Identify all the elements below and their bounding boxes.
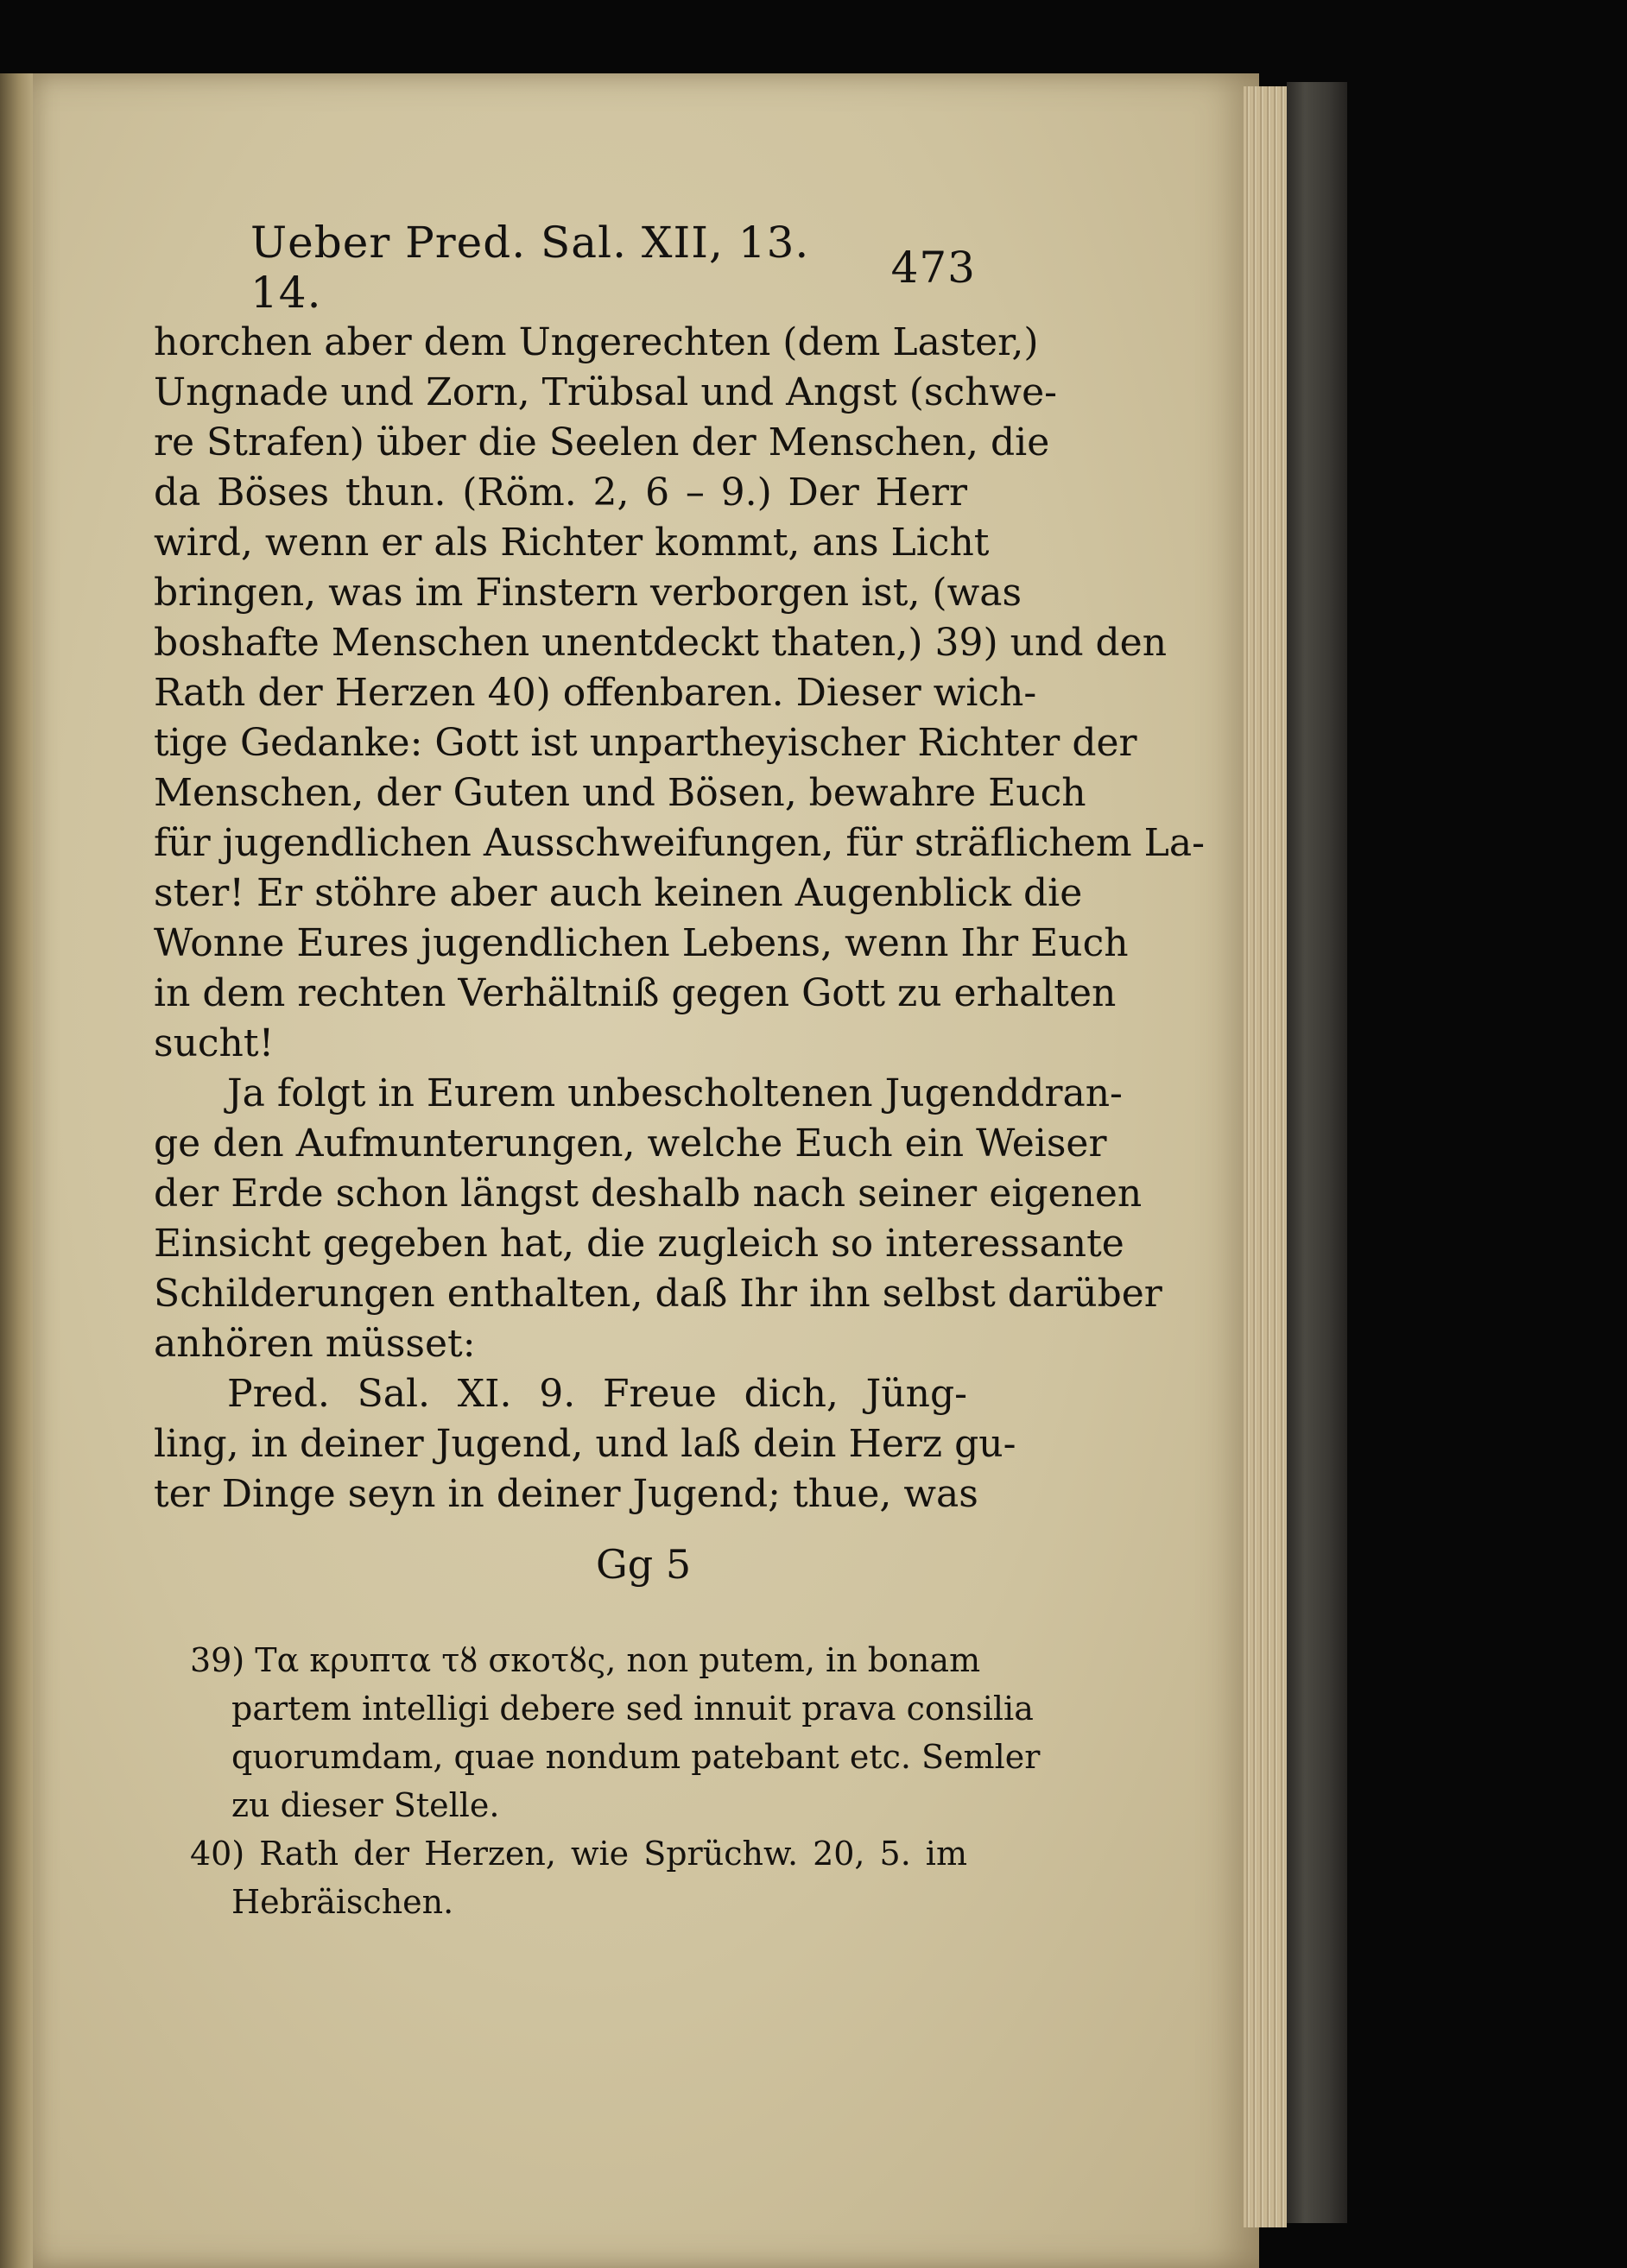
text-line: Einsicht gegeben hat, die zugleich so interessante (154, 1222, 1124, 1266)
text-line: bringen, was im Finstern verborgen ist, (was (154, 571, 1022, 615)
text-line: tige Gedanke: Gott ist unpartheyischer Richter der (154, 721, 1137, 765)
footnote-line: quorumdam, quae nondum patebant etc. Semler (231, 1738, 1041, 1776)
running-header-title: Ueber Pred. Sal. XII, 13. 14. (250, 218, 810, 318)
footnote-line: 40) Rath der Herzen, wie Sprüchw. 20, 5. im (190, 1835, 967, 1873)
main-text (154, 318, 1205, 1519)
text-line: anhören müsset: (154, 1322, 476, 1366)
text-line: ster! Er stöhre aber auch keinen Augenblick die (154, 871, 1083, 915)
text-line: ge den Aufmunterungen, welche Euch ein Weiser (154, 1121, 1107, 1166)
text-line: Menschen, der Guten und Bösen, bewahre Euch (154, 771, 1086, 815)
text-line: Rath der Herzen 40) offenbaren. Dieser wich- (154, 671, 1037, 715)
text-line: sucht! (154, 1021, 275, 1065)
text-line: Wonne Eures jugendlichen Lebens, wenn Ihr Euch (154, 921, 1129, 965)
text-line: boshafte Menschen unentdeckt thaten,) 39) und den (154, 621, 1168, 665)
text-line: für jugendlichen Ausschweifungen, für sträflichem La- (154, 821, 1205, 865)
text-line: horchen aber dem Ungerechten (dem Laster,) (154, 320, 1039, 364)
text-line: re Strafen) über die Seelen der Menschen, die (154, 420, 1050, 464)
book-cover-right (1287, 82, 1347, 2223)
text-line: da Böses thun. (Röm. 2, 6 – 9.) Der Herr (154, 471, 967, 515)
footnotes (190, 1636, 1041, 1926)
text-line: wird, wenn er als Richter kommt, ans Licht (154, 521, 990, 565)
footnote-line: zu dieser Stelle. (231, 1786, 500, 1824)
text-line: in dem rechten Verhältniß gegen Gott zu erhalten (154, 971, 1117, 1015)
footnote-line: 39) Τα κρυπτα τȣ σκοτȣς, non putem, in bonam (190, 1641, 981, 1679)
page-edges (1244, 86, 1287, 2227)
text-line: ling, in deiner Jugend, und laß dein Herz gu- (154, 1422, 1016, 1466)
text-line: Schilderungen enthalten, daß Ihr ihn selbst darüber (154, 1272, 1162, 1316)
footnote-line: Hebräischen. (231, 1883, 454, 1921)
text-line: Pred. Sal. XI. 9. Freue dich, Jüng- (227, 1372, 967, 1416)
signature-mark: Gg 5 (596, 1541, 692, 1588)
page-number: 473 (890, 243, 976, 293)
text-line: Ungnade und Zorn, Trübsal und Angst (schwe- (154, 370, 1057, 414)
running-header (250, 218, 976, 318)
text-line: Ja folgt in Eurem unbescholtenen Jugenddran- (227, 1071, 1123, 1115)
text-line: der Erde schon längst deshalb nach seiner eigenen (154, 1172, 1143, 1216)
footnote-line: partem intelligi debere sed innuit prava consilia (231, 1690, 1034, 1728)
text-line: ter Dinge seyn in deiner Jugend; thue, was (154, 1472, 978, 1516)
